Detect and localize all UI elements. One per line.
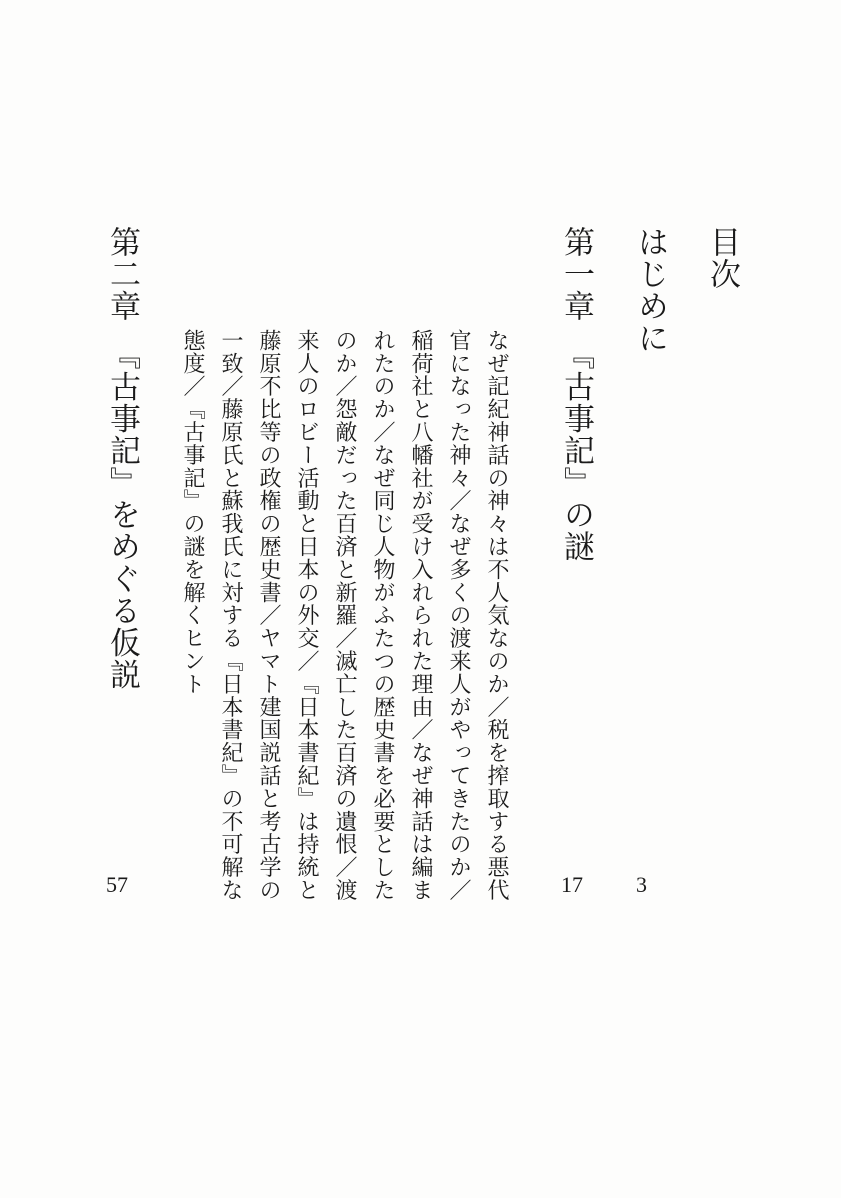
toc-heading: 目次 [704, 226, 740, 290]
toc-page-number-chapter-2: 57 [106, 872, 128, 897]
chapter-1-detail-line: 来人のロビー活動と日本の外交／『日本書紀』は持統と [294, 329, 319, 902]
toc-entry-introduction: はじめに [632, 226, 668, 354]
chapter-1-detail-line: れたのか／なぜ同じ人物がふたつの歴史書を必要とした [370, 329, 395, 902]
chapter-1-detail-line: 稲荷社と八幡社が受け入れられた理由／なぜ神話は編ま [408, 329, 433, 902]
chapter-1-detail-line: 官になった神々／なぜ多くの渡来人がやってきたのか／ [446, 329, 471, 902]
toc-entry-chapter-2: 第二章 『古事記』をめぐる仮説 [104, 226, 140, 691]
toc-page-number-chapter-1: 17 [561, 872, 583, 897]
chapter-1-detail-line: 態度／『古事記』の謎を解くヒント [180, 329, 205, 696]
toc-page-number-introduction: 3 [636, 872, 647, 897]
toc-entry-chapter-1: 第一章 『古事記』の謎 [558, 226, 594, 563]
chapter-1-detail-line: 藤原不比等の政権の歴史書／ヤマト建国説話と考古学の [256, 329, 281, 902]
chapter-1-detail-line: なぜ記紀神話の神々は不人気なのか／税を搾取する悪代 [484, 329, 509, 902]
chapter-1-detail-line: のか／怨敵だった百済と新羅／滅亡した百済の遺恨／渡 [332, 329, 357, 902]
chapter-1-detail-line: 一致／藤原氏と蘇我氏に対する『日本書紀』の不可解な [218, 329, 243, 902]
